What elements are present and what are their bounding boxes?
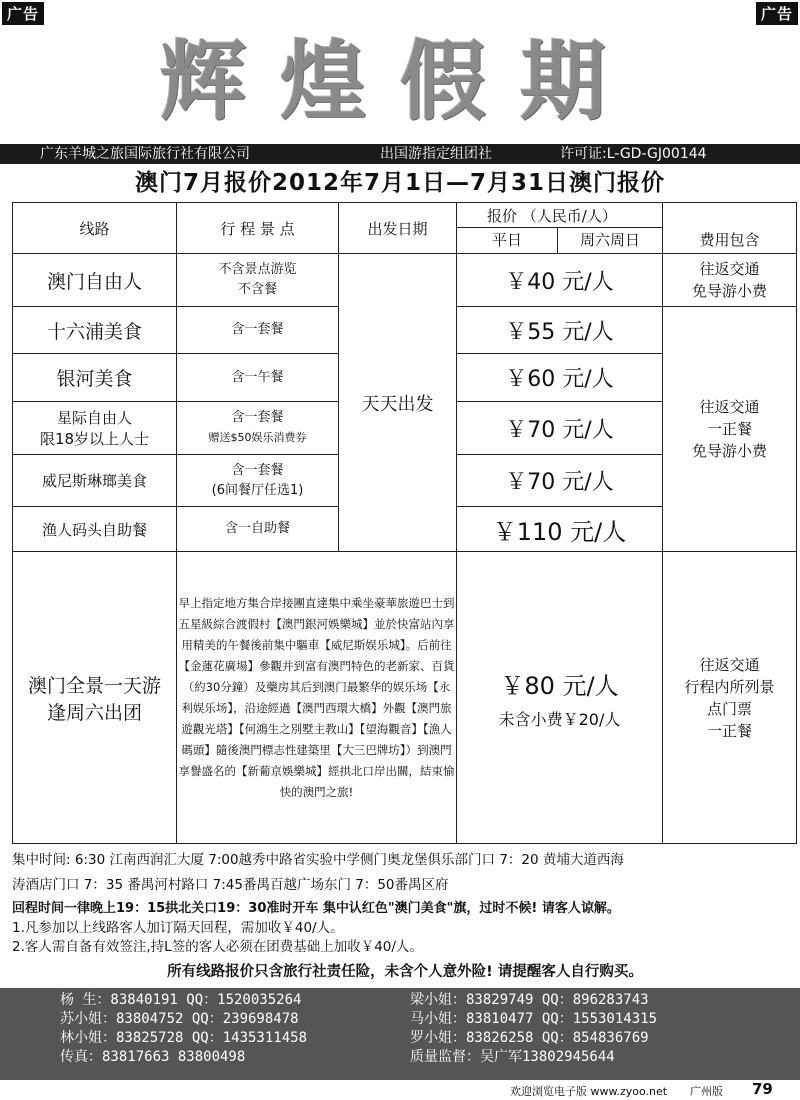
price-cell: ￥70 元/人 [457,402,663,455]
itinerary-cell [177,254,339,307]
itinerary-line: 不含餐 [237,282,277,297]
price-cell: ￥110 元/人 [457,507,663,552]
tour-price: ￥80 元/人 [500,671,619,700]
included-cell-b [663,307,797,552]
route-16-pier: 十六浦美食 [13,307,177,354]
tour-included [663,552,797,844]
price-title: 澳门7月报价2012年7月1日—7月31日澳门报价 [134,170,666,196]
contact-r3-right: 罗小姐：83826258 QQ：854836769 [410,1030,649,1046]
itinerary-line: 含一套餐 [231,462,284,478]
license-number: 许可证:L-GD-GJ00144 [560,146,707,162]
page-number: 79 [752,1080,773,1098]
tour-price-cell [457,552,663,844]
tour-price-note: 未含小费￥20/人 [498,709,621,729]
included-line: 一正餐 [706,420,752,438]
itinerary-line: 赠送$50娱乐消费券 [208,431,307,444]
header-route: 线路 [13,203,177,254]
route-fisherman: 渔人码头自助餐 [13,507,177,552]
route-galaxy: 银河美食 [13,354,177,402]
itinerary-line: (6间餐厅任选1) [211,482,304,498]
contact-r2-left: 苏小姐：83804752 QQ：239698478 [60,1011,299,1027]
contact-box [0,988,800,1080]
included-line: 往返交通 [699,398,760,416]
price-cell: ￥70 元/人 [457,455,663,507]
gather-time-line2: 涛酒店门口 7：35 番禺河村路口 7:45番禺百越广场东门 7：50番禺区府 [12,877,449,893]
route-venetian: 威尼斯琳瑯美食 [13,455,177,507]
itinerary-cell [177,402,339,455]
company-tag: 出国游指定组团社 [380,146,492,162]
included-line: 点门票 [706,699,752,718]
itinerary-cell: 含一自助餐 [177,507,339,552]
included-line: 免导游小费 [691,282,767,300]
return-time: 回程时间一律晚上19：15拱北关口19：30准时开车 集中认红色"澳门美食"旗，过时不候! 请客人谅解。 [12,901,620,916]
contact-fax: 传真：83817663 83800498 [60,1049,246,1065]
included-line: 往返交通 [699,655,760,674]
company-bar [0,144,800,164]
header-itinerary: 行 程 景 点 [177,203,339,254]
price-cell: ￥60 元/人 [457,354,663,402]
note-1: 1.凡参加以上线路客人加订隔天回程，需加收￥40/人。 [12,920,344,936]
contact-r1-left: 杨 生：83840191 QQ：1520035264 [60,992,302,1008]
route-line: 星际自由人 [56,409,132,427]
note-2: 2.客人需自备有效签注,持L签的客人必须在团费基础上加收￥40/人。 [12,939,423,955]
header-included: 费用包含 [663,203,797,254]
itinerary-cell [177,455,339,507]
footer [0,1080,800,1100]
header-departure: 出发日期 [339,203,457,254]
footer-edition: 广州版 [690,1085,723,1098]
weekday-label: 平日 [491,231,522,249]
headline-logo: 辉煌假期 [160,31,640,132]
contact-r3-left: 林小姐：83825728 QQ：1435311458 [60,1030,308,1046]
route-macau-free: 澳门自由人 [13,254,177,307]
included-cell-a [663,254,797,307]
ad-label-right: 广告 [756,2,798,25]
tour-itinerary: 早上指定地方集合岸接團直達集中乘坐豪華旅遊巴士到五星級綜合渡假村【澳門銀河娛樂城】並於快富站內享用精美的午餐後前集中驅車【威尼斯娱乐城】。后前往【金蓮花廣場】參觀并到富有澳門特色的老新家、百貨（約30分鐘）及藥房其后到澳门最繁华的娱乐场【永利娱乐场】，沿途經過【澳門西環大橋】外觀【澳門旅遊觀光塔】【何鴻生之別墅主教山】【望海觀音】【漁人碼頭】隨後澳門標志性建築里【大三巴牌坊】）到澳門享譽盛名的【新葡京娛樂城】經拱北口岸出關，結束愉快的澳門之旅! [177,552,457,844]
itinerary-cell: 含一午餐 [177,354,339,402]
company-name: 广东羊城之旅国际旅行社有限公司 [40,146,250,162]
included-line: 一正餐 [706,721,752,740]
itinerary-line: 含一套餐 [231,410,284,425]
contact-quality: 质量监督：吴广军13802945644 [410,1049,615,1065]
itinerary-line: 不含景点游览 [218,262,297,277]
contact-r2-right: 马小姐：83810477 QQ：1553014315 [410,1011,658,1027]
contact-r1-right: 梁小姐：83829749 QQ：896283743 [410,992,649,1008]
departure-daily: 天天出发 [339,254,457,552]
route-line: 澳门全景一天游 [27,674,161,697]
header-price: 报价 （人民币/人） [457,203,663,228]
route-full-day-tour [13,552,177,844]
route-star-free [13,402,177,455]
insurance-notice: 所有线路报价只含旅行社责任险，未含个人意外险! 请提醒客人自行购买。 [167,964,643,980]
ad-label-left: 广告 [2,2,44,25]
included-line: 往返交通 [699,260,760,278]
gather-time-line1: 集中时间: 6:30 江南西润汇大厦 7:00越秀中路省实验中学侧门奥龙堡俱乐部门口 7：20 黄埔大道西海 [12,852,624,868]
route-line: 限18岁以上人士 [39,430,150,448]
included-line: 免导游小费 [691,442,767,460]
header-weekday [457,228,663,254]
itinerary-cell: 含一套餐 [177,307,339,354]
price-cell: ￥55 元/人 [457,307,663,354]
route-line: 逢周六出团 [46,701,142,724]
included-line: 行程内所列景 [684,677,775,696]
price-table [12,202,797,844]
footer-text: 欢迎浏览电子版 www.zyoo.net [510,1085,668,1098]
weekend-label: 周六周日 [557,228,662,253]
price-cell: ￥40 元/人 [457,254,663,307]
